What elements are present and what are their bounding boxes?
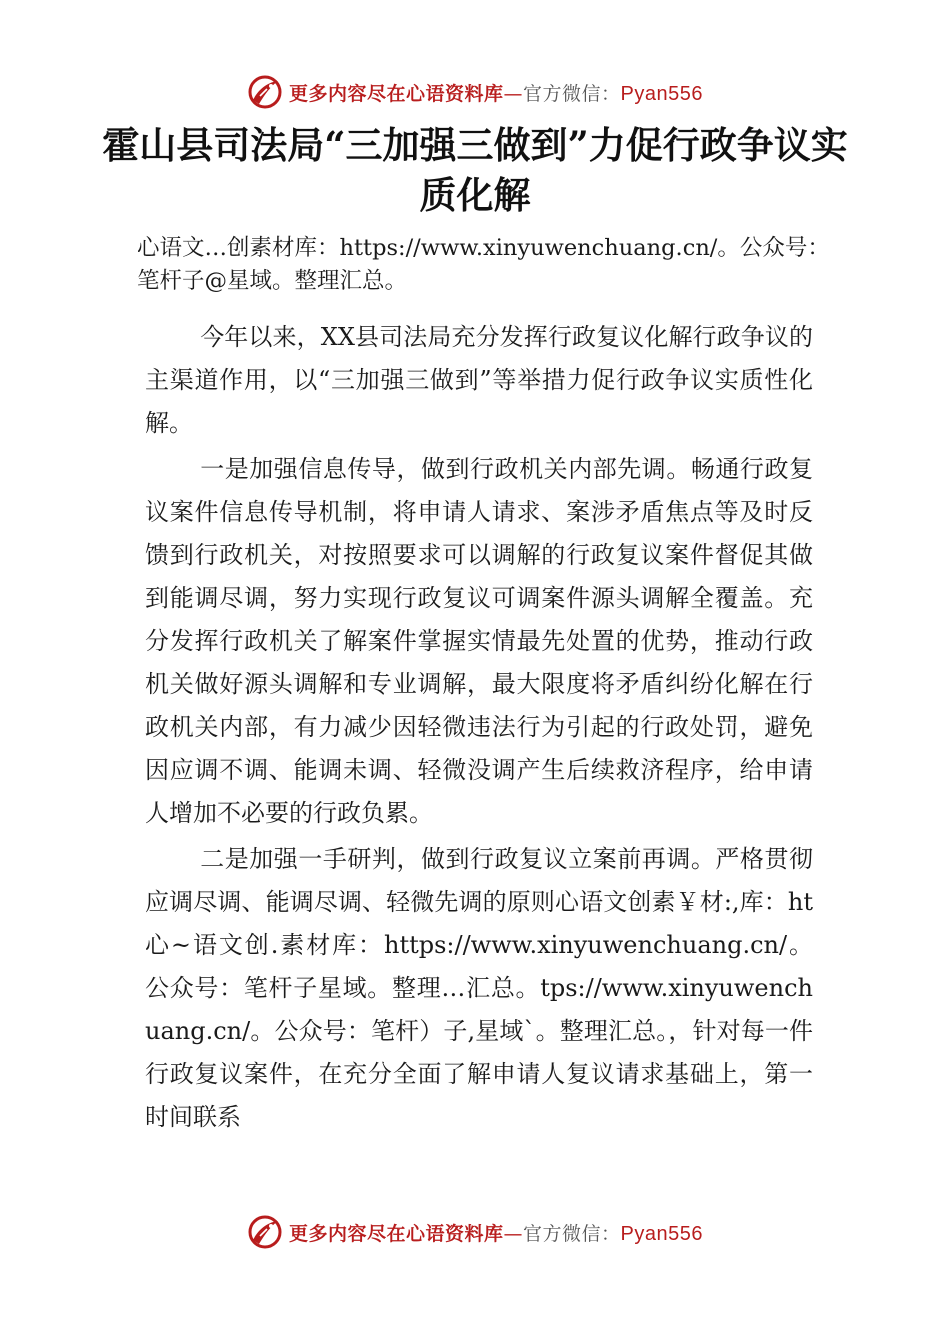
banner-dash: — [503,82,524,105]
paragraph-point-two: 二是加强一手研判，做到行政复议立案前再调。严格贯彻应调尽调、能调尽调、轻微先调的原则心语文创素￥材:,库：ht心~语文创.素材库：https://www.xinyuwenchuang.cn/。公众号：笔杆子星域。整理…汇总。tps://www.xinyuwenchuang.cn/。公众号：笔杆）子,星域`。整理汇总。，针对每一件行政复议案件，在充分全面了解申请人复议请求基础上，第一时间联系 [145,845,813,1131]
document-title: 霍山县司法局“三加强三做到”力促行政争议实质化解 [102,123,848,217]
banner-main-text: 更多内容尽在心语资料库 [289,82,504,105]
banner-wechat-id: Pyan556 [620,82,703,105]
brush-logo-icon [247,74,283,110]
source-note: 心语文…创素材库：https://www.xinyuwenchuang.cn/。公众号：笔杆子@星域。整理汇总。 [137,235,830,294]
header-banner [0,70,950,114]
banner-text [289,1219,703,1246]
banner-wechat-label: 官方微信： [523,82,621,105]
banner-dash: — [503,1222,524,1245]
banner-main-text: 更多内容尽在心语资料库 [289,1222,504,1245]
paragraph-intro: 今年以来，XX县司法局充分发挥行政复议化解行政争议的主渠道作用，以“三加强三做到”等举措力促行政争议实质性化解。 [145,323,813,437]
banner-wechat-label: 官方微信： [523,1222,621,1245]
banner-wechat-id: Pyan556 [620,1222,703,1245]
footer-banner [0,1210,950,1254]
brush-logo-icon [247,1214,283,1250]
banner-text [289,79,703,106]
document-body [145,316,813,1142]
paragraph-point-one: 一是加强信息传导，做到行政机关内部先调。畅通行政复议案件信息传导机制，将申请人请求、案涉矛盾焦点等及时反馈到行政机关，对按照要求可以调解的行政复议案件督促其做到能调尽调，努力实现行政复议可调案件源头调解全覆盖。充分发挥行政机关了解案件掌握实情最先处置的优势，推动行政机关做好源头调解和专业调解，最大限度将矛盾纠纷化解在行政机关内部，有力减少因轻微违法行为引起的行政处罚，避免因应调不调、能调未调、轻微没调产生后续救济程序，给申请人增加不必要的行政负累。 [145,455,813,827]
